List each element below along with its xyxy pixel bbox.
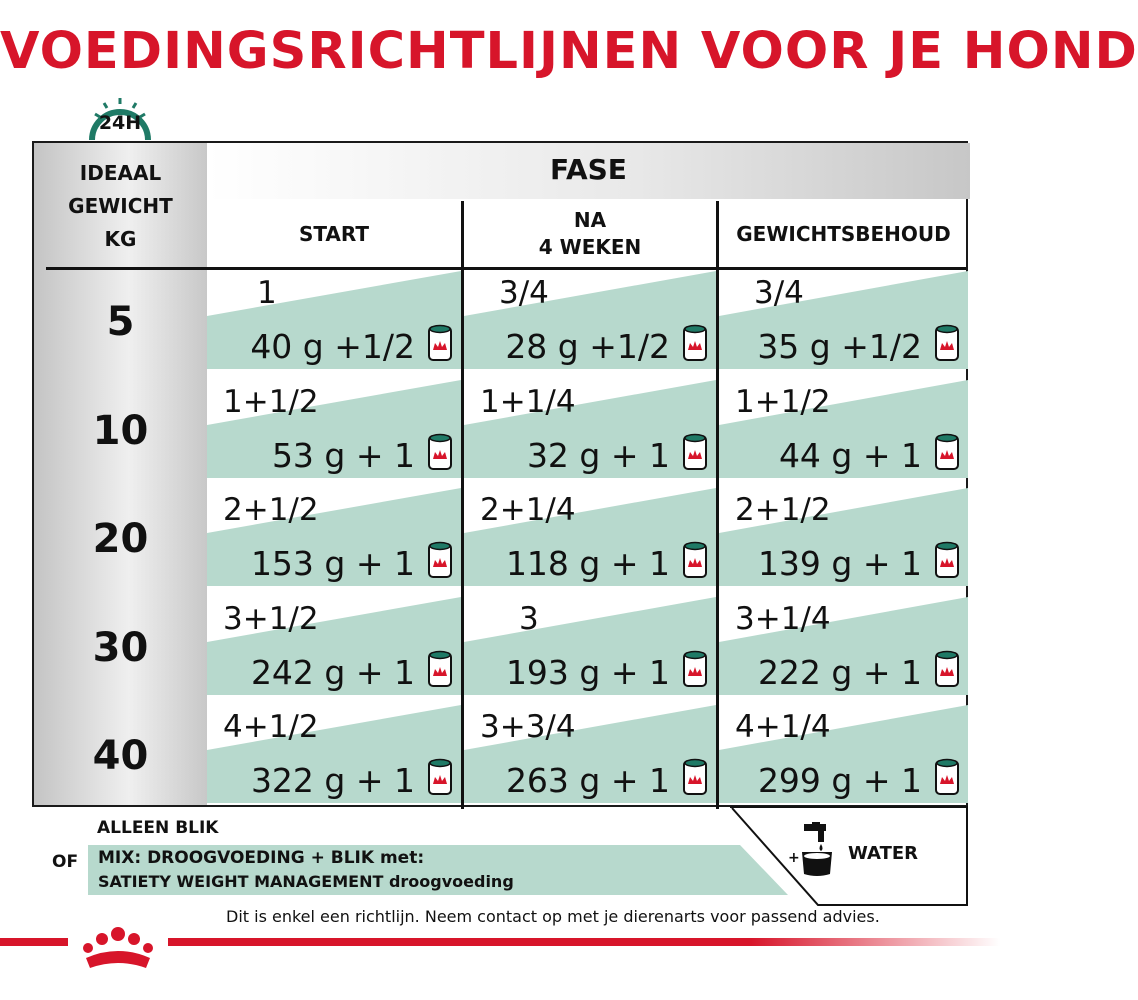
table-cell [719, 378, 968, 487]
row-weight: 40 [92, 733, 149, 779]
table-cell [464, 595, 716, 704]
table-cell [207, 269, 461, 378]
wet-food-portion: 139 g + 1 [757, 544, 922, 583]
can-icon [682, 649, 708, 689]
can-icon [682, 540, 708, 580]
table-cell [207, 595, 461, 704]
feeding-table [32, 141, 968, 807]
wet-food-portion: 222 g + 1 [757, 652, 922, 692]
dry-food-portion: 3/4 [754, 275, 804, 311]
wet-food-portion: 35 g +1/2 [757, 327, 922, 366]
row-weight: 5 [106, 299, 135, 345]
wet-food-portion: 322 g + 1 [250, 761, 415, 800]
table-cell [207, 378, 461, 487]
table-cell [207, 486, 461, 595]
table-cell [719, 595, 968, 704]
table-cell [207, 703, 461, 812]
legend-alleen-blik: ALLEEN BLIK [97, 818, 219, 838]
dry-food-portion: 2+1/2 [735, 492, 831, 528]
row-weight: 20 [92, 516, 149, 562]
wet-food-portion: 242 g + 1 [250, 652, 415, 692]
column-header-start: START [298, 221, 370, 246]
legend-of: OF [52, 852, 79, 872]
row-weight: 30 [92, 624, 149, 671]
column-header-gewichtsbehoud: GEWICHTSBEHOUD [736, 221, 951, 246]
column-header-na-4-weken: NA 4 WEKEN [538, 208, 642, 259]
page-title: VOEDINGSRICHTLIJNEN VOOR JE HOND [0, 22, 1138, 81]
can-icon [682, 432, 708, 472]
can-icon [682, 323, 708, 363]
can-icon [427, 323, 453, 363]
dry-food-portion: 1 [257, 275, 277, 311]
can-icon [427, 757, 453, 797]
can-icon [427, 432, 453, 472]
wet-food-portion: 28 g +1/2 [505, 327, 670, 366]
table-cell [719, 703, 968, 812]
dry-food-portion: 3/4 [499, 275, 549, 311]
can-icon [934, 432, 960, 472]
table-cell [464, 378, 716, 487]
dry-food-portion: 2+1/4 [480, 492, 576, 528]
disclaimer: Dit is enkel een richtlijn. Neem contact op met je dierenarts voor passend advies. [226, 907, 880, 926]
svg-text:+: + [788, 850, 800, 866]
clock-label: 24H [98, 112, 142, 134]
table-cell [719, 486, 968, 595]
table-cell [464, 269, 716, 378]
dry-food-portion: 1+1/2 [735, 383, 831, 420]
dry-food-portion: 3+3/4 [480, 709, 576, 745]
wet-food-portion: 53 g + 1 [271, 435, 415, 475]
can-icon [934, 323, 960, 363]
table-cell [464, 486, 716, 595]
weight-header: IDEAAL GEWICHT KG [68, 161, 173, 251]
legend-mix-line1: MIX: DROOGVOEDING + BLIK met: [98, 848, 425, 868]
table-cell [464, 703, 716, 812]
fase-header: FASE [207, 143, 970, 199]
legend-mix-line2: SATIETY WEIGHT MANAGEMENT droogvoeding [98, 872, 514, 891]
wet-food-portion: 299 g + 1 [757, 761, 922, 800]
can-icon [427, 649, 453, 689]
crown-logo [68, 918, 168, 978]
dry-food-portion: 1+1/2 [223, 383, 319, 420]
dry-food-portion: 3+1/4 [735, 600, 831, 637]
can-icon [934, 540, 960, 580]
dry-food-portion: 4+1/2 [223, 709, 319, 745]
dry-food-portion: 3+1/2 [223, 600, 319, 637]
wet-food-portion: 32 g + 1 [526, 435, 670, 475]
wet-food-portion: 153 g + 1 [250, 544, 415, 583]
dry-food-portion: 2+1/2 [223, 492, 319, 528]
can-icon [427, 540, 453, 580]
can-icon [934, 757, 960, 797]
table-cell [719, 269, 968, 378]
wet-food-portion: 40 g +1/2 [250, 327, 415, 366]
dry-food-portion: 4+1/4 [735, 709, 831, 745]
wet-food-portion: 193 g + 1 [505, 652, 670, 692]
wet-food-portion: 118 g + 1 [505, 544, 670, 583]
wet-food-portion: 44 g + 1 [778, 435, 922, 475]
row-weight: 10 [92, 407, 149, 454]
can-icon [934, 649, 960, 689]
dry-food-portion: 3 [519, 600, 539, 637]
dry-food-portion: 1+1/4 [480, 383, 576, 420]
wet-food-portion: 263 g + 1 [505, 761, 670, 800]
water-tap-icon [788, 822, 832, 876]
water-label: WATER [848, 843, 919, 864]
can-icon [682, 757, 708, 797]
